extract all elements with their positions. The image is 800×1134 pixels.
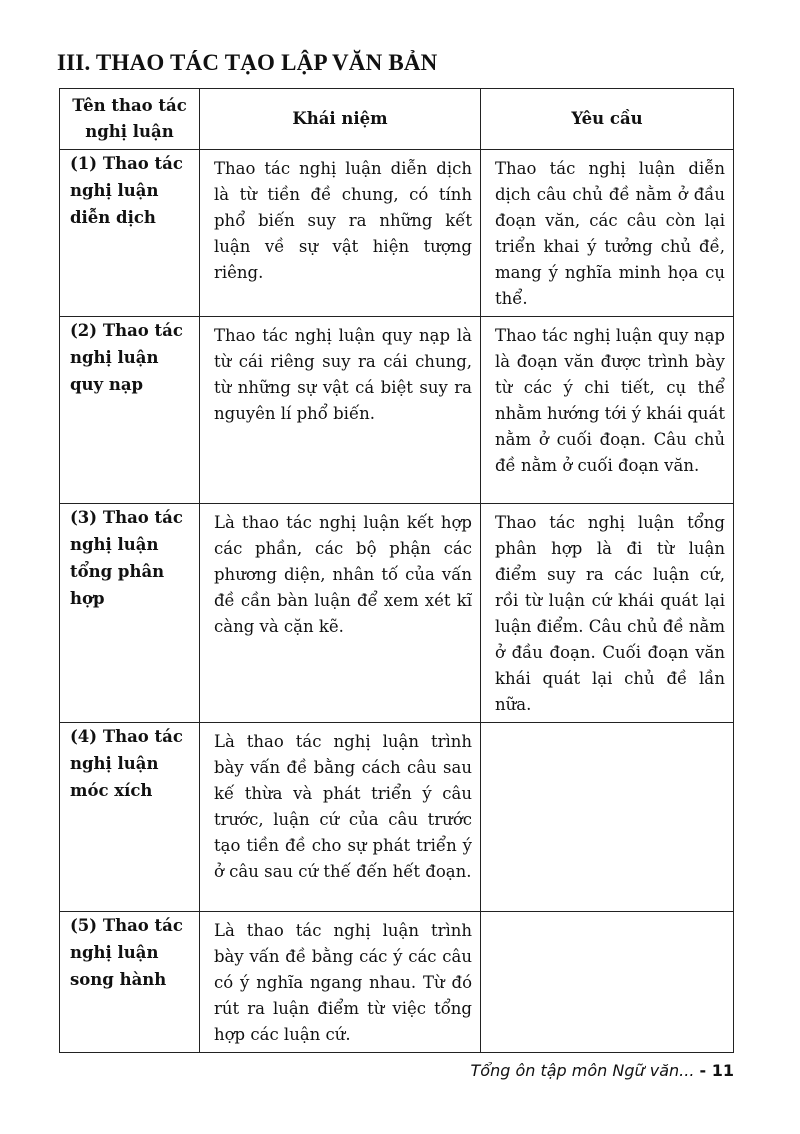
header-concept: Khái niệm	[200, 89, 481, 150]
operation-concept: Là thao tác nghị luận trình bày vấn đề bằng cách câu sau kế thừa và phát triển ý câu trước, luận cứ của câu trước tạo tiền đề cho sự phát triển ý ở câu sau cứ thế đến hết đoạn.	[200, 723, 481, 912]
header-requirement: Yêu cầu	[481, 89, 734, 150]
operation-concept: Là thao tác nghị luận kết hợp các phần, các bộ phận các phương diện, nhân tố của vấn đề cần bàn luận để xem xét kĩ càng và cặn kẽ.	[200, 504, 481, 723]
operation-requirement: Thao tác nghị luận tổng phân hợp là đi từ luận điểm suy ra các luận cứ, rồi từ luận cứ khái quát lại luận điểm. Câu chủ đề nằm ở đầu đoạn. Cuối đoạn văn khái quát lại chủ đề lần nữa.	[481, 504, 734, 723]
operation-concept: Là thao tác nghị luận trình bày vấn đề bằng các ý các câu có ý nghĩa ngang nhau. Từ đó rút ra luận điểm từ việc tổng hợp các luận cứ.	[200, 912, 481, 1053]
operation-requirement: Thao tác nghị luận diễn dịch câu chủ đề nằm ở đầu đoạn văn, các câu còn lại triển khai ý tưởng chủ đề, mang ý nghĩa minh họa cụ thể.	[481, 150, 734, 317]
operation-name: (2) Thao tác nghị luận quy nạp	[60, 317, 200, 504]
table-row	[60, 317, 734, 504]
operations-table	[59, 88, 734, 1053]
page-footer	[471, 1061, 734, 1080]
operation-name: (3) Thao tác nghị luận tổng phân hợp	[60, 504, 200, 723]
operation-name: (5) Thao tác nghị luận song hành	[60, 912, 200, 1053]
operation-requirement	[481, 912, 734, 1053]
operation-requirement	[481, 723, 734, 912]
table-row	[60, 912, 734, 1053]
page-number: - 11	[699, 1061, 734, 1080]
operation-concept: Thao tác nghị luận diễn dịch là từ tiền đề chung, có tính phổ biến suy ra những kết luận về sự vật hiện tượng riêng.	[200, 150, 481, 317]
book-title: Tổng ôn tập môn Ngữ văn...	[470, 1061, 695, 1080]
table-header-row	[60, 89, 734, 150]
operation-concept: Thao tác nghị luận quy nạp là từ cái riêng suy ra cái chung, từ những sự vật cá biệt suy ra nguyên lí phổ biến.	[200, 317, 481, 504]
table-row	[60, 504, 734, 723]
operation-requirement: Thao tác nghị luận quy nạp là đoạn văn được trình bày từ các ý chi tiết, cụ thể nhằm hướng tới ý khái quát nằm ở cuối đoạn. Câu chủ đề nằm ở cuối đoạn văn.	[481, 317, 734, 504]
section-title: III. THAO TÁC TẠO LẬP VĂN BẢN	[57, 50, 438, 75]
header-operation-name: Tên thao tác nghị luận	[60, 89, 200, 150]
table-row	[60, 150, 734, 317]
operation-name: (1) Thao tác nghị luận diễn dịch	[60, 150, 200, 317]
table-row	[60, 723, 734, 912]
operation-name: (4) Thao tác nghị luận móc xích	[60, 723, 200, 912]
